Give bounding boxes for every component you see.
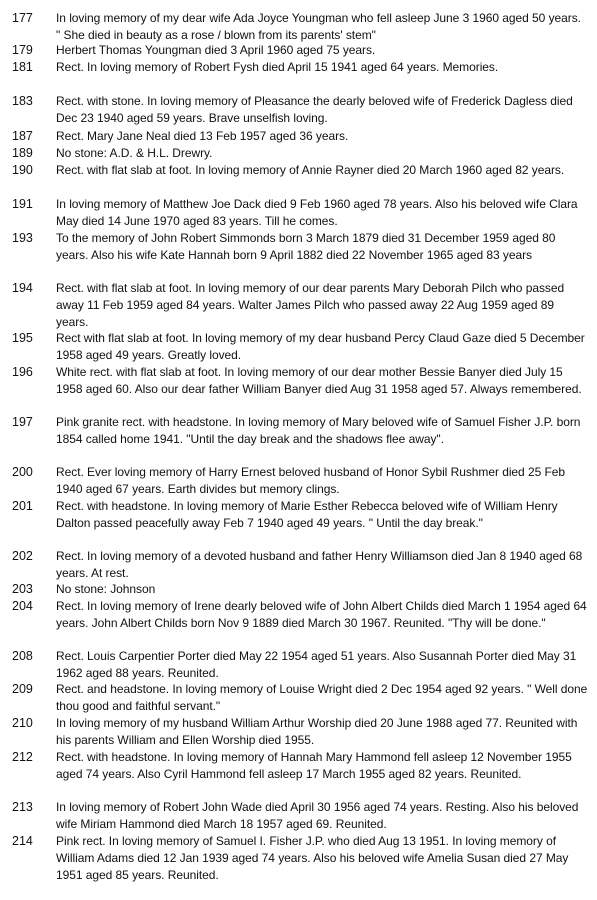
plot-number: 209 xyxy=(12,682,33,696)
plot-number: 204 xyxy=(12,599,33,613)
inscription-text: In loving memory of Matthew Joe Dack died 9 Feb 1960 aged 78 years. Also his beloved wife Clara May died 14 June 1970 aged 83 years. Till he comes. xyxy=(56,197,578,228)
inscription-text: No stone: Johnson xyxy=(56,582,156,596)
inscription-text: Rect. Mary Jane Neal died 13 Feb 1957 aged 36 years. xyxy=(56,129,349,143)
plot-number: 193 xyxy=(12,231,33,245)
plot-number: 177 xyxy=(12,11,33,25)
inscription-text: In loving memory of my husband William Arthur Worship died 20 June 1988 aged 77. Reunited with his parents William and Ellen Worship died 1955. xyxy=(56,716,578,747)
plot-number: 181 xyxy=(12,60,33,74)
inscription-text: Pink rect. In loving memory of Samuel I. Fisher J.P. who died Aug 13 1951. In loving memory of William Adams died 12 Jan 1939 aged 74 years. Also his beloved wife Amelia Susan died 27 May 1951 aged 85 years. Reunited. xyxy=(56,834,569,882)
plot-number: 187 xyxy=(12,129,33,143)
inscription-text: Pink granite rect. with headstone. In loving memory of Mary beloved wife of Samuel Fisher J.P. born 1854 called home 1941. "Until the day break and the shadows flee away". xyxy=(56,415,581,446)
inscription-text: White rect. with flat slab at foot. In loving memory of our dear mother Bessie Banyer died July 15 1958 aged 60. Also our dear father William Banyer died Aug 31 1958 aged 57. Always remembered. xyxy=(56,365,582,396)
inscription-text: Rect. with headstone. In loving memory of Marie Esther Rebecca beloved wife of William Henry Dalton passed peacefully away Feb 7 1940 aged 49 years. " Until the day break." xyxy=(56,499,558,530)
plot-number: 195 xyxy=(12,331,33,345)
inscription-text: In loving memory of Robert John Wade died April 30 1956 aged 74 years. Resting. Also his beloved wife Miriam Hammond died March 18 1957 aged 69. Reunited. xyxy=(56,800,579,831)
inscription-text: Rect. In loving memory of a devoted husband and father Henry Williamson died Jan 8 1940 aged 68 years. At rest. xyxy=(56,549,583,580)
inscription-text: Rect. with flat slab at foot. In loving memory of our dear parents Mary Deborah Pilch who passed away 11 Feb 1959 aged 84 years. Walter James Pilch who passed away 22 Aug 1959 aged 89 years. xyxy=(56,281,565,329)
plot-number: 202 xyxy=(12,549,33,563)
plot-number: 200 xyxy=(12,465,33,479)
plot-number: 212 xyxy=(12,750,33,764)
plot-number: 213 xyxy=(12,800,33,814)
plot-number: 197 xyxy=(12,415,33,429)
inscription-text: Rect. Ever loving memory of Harry Ernest beloved husband of Honor Sybil Rushmer died 25 Feb 1940 aged 67 years. Earth divides but memory clings. xyxy=(56,465,566,496)
inscription-text: To the memory of John Robert Simmonds born 3 March 1879 died 31 December 1959 aged 80 years. Also his wife Kate Hannah born 9 April 1882 died 22 November 1965 aged 83 years xyxy=(56,231,556,262)
inscription-text: Herbert Thomas Youngman died 3 April 1960 aged 75 years. xyxy=(56,43,376,57)
inscription-text: No stone: A.D. & H.L. Drewry. xyxy=(56,146,213,160)
plot-number: 210 xyxy=(12,716,33,730)
inscription-text: Rect with flat slab at foot. In loving memory of my dear husband Percy Claud Gaze died 5 December 1958 aged 49 years. Greatly loved. xyxy=(56,331,585,362)
plot-number: 203 xyxy=(12,582,33,596)
plot-number: 191 xyxy=(12,197,33,211)
inscription-text: Rect. with flat slab at foot. In loving memory of Annie Rayner died 20 March 1960 aged 82 years. xyxy=(56,163,565,177)
plot-number: 196 xyxy=(12,365,33,379)
plot-number: 190 xyxy=(12,163,33,177)
inscription-text: Rect. Louis Carpentier Porter died May 22 1954 aged 51 years. Also Susannah Porter died May 31 1962 aged 88 years. Reunited. xyxy=(56,649,577,680)
plot-number: 208 xyxy=(12,649,33,663)
plot-number: 214 xyxy=(12,834,33,848)
inscription-text: Rect. and headstone. In loving memory of Louise Wright died 2 Dec 1954 aged 92 years. " Well done thou good and faithful servant." xyxy=(56,682,588,713)
plot-number: 194 xyxy=(12,281,33,295)
inscription-text: Rect. In loving memory of Robert Fysh died April 15 1941 aged 64 years. Memories. xyxy=(56,60,499,74)
inscription-text: Rect. with headstone. In loving memory of Hannah Mary Hammond fell asleep 12 November 1955 aged 74 years. Also Cyril Hammond fell asleep 17 March 1955 aged 82 years. Reunited. xyxy=(56,750,572,781)
inscription-text: Rect. In loving memory of Irene dearly beloved wife of John Albert Childs died March 1 1954 aged 64 years. John Albert Childs born Nov 9 1889 died March 30 1967. Reunited. "Thy will be done." xyxy=(56,599,587,630)
plot-number: 189 xyxy=(12,146,33,160)
plot-number: 201 xyxy=(12,499,33,513)
inscription-text: Rect. with stone. In loving memory of Pleasance the dearly beloved wife of Frederick Dagless died Dec 23 1940 aged 59 years. Brave unselfish loving. xyxy=(56,94,573,125)
inscription-text: In loving memory of my dear wife Ada Joyce Youngman who fell asleep June 3 1960 aged 50 years. " She died in beauty as a rose / blown from its parents' stem" xyxy=(56,11,581,42)
plot-number: 179 xyxy=(12,43,33,57)
plot-number: 183 xyxy=(12,94,33,108)
